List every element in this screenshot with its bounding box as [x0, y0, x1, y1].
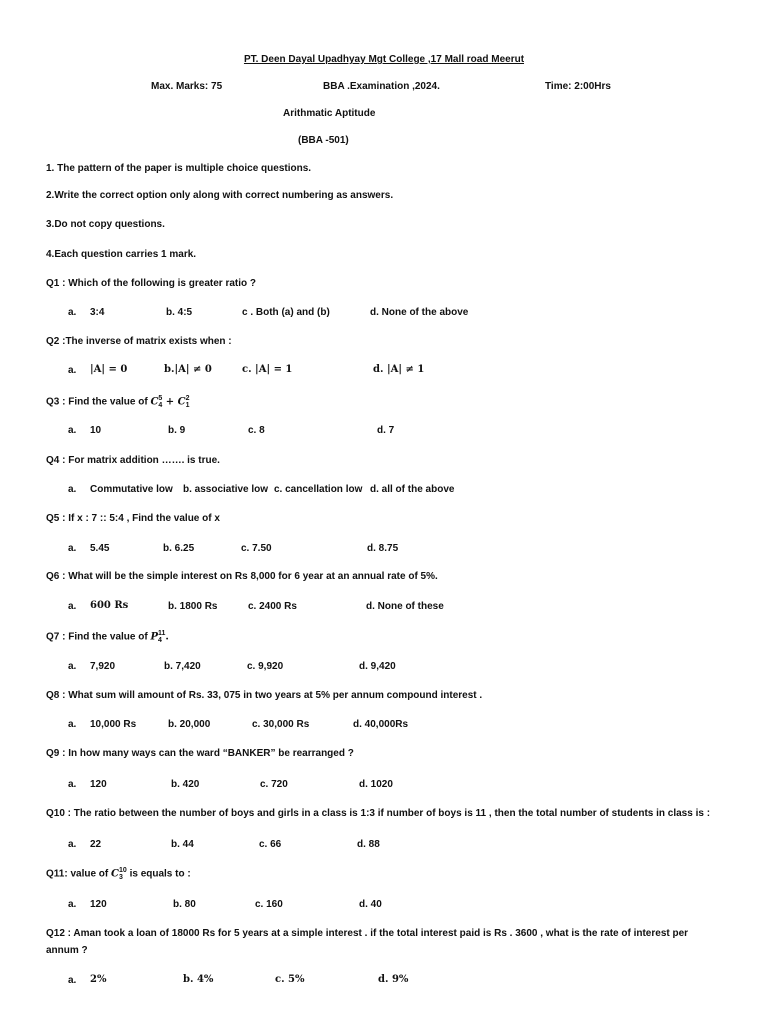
option-a: 7,920	[90, 661, 116, 672]
instruction-2: 2.Write the correct option only along with correct numbering as answers.	[46, 190, 394, 201]
option-a: 3:4	[90, 307, 105, 318]
option-c: c. 5%	[275, 974, 305, 985]
permutation-symbol: P	[150, 631, 158, 643]
option-a-marker: a.	[68, 719, 77, 730]
option-a: 120	[90, 779, 107, 790]
question-3	[46, 395, 190, 409]
option-a-marker: a.	[68, 975, 77, 986]
option-d: d. 40,000Rs	[353, 719, 409, 730]
option-d: d. 7	[377, 425, 395, 436]
option-a: 22	[90, 839, 102, 850]
subscript: 4	[157, 637, 162, 644]
option-a: 10	[90, 425, 102, 436]
option-d: d. 8.75	[367, 543, 399, 554]
option-d: d. None of the above	[370, 307, 469, 318]
instruction-4: 4.Each question carries 1 mark.	[46, 249, 197, 260]
option-a-marker: a.	[68, 543, 77, 554]
college-title: PT. Deen Dayal Upadhyay Mgt College ,17 Mall road Meerut	[243, 54, 525, 65]
option-d: d. all of the above	[370, 484, 455, 495]
option-d: d. |A| ≠ 1	[373, 364, 425, 375]
instruction-3: 3.Do not copy questions.	[46, 219, 165, 230]
option-a-marker: a.	[68, 484, 77, 495]
question-4: Q4 : For matrix addition ……. is true.	[46, 455, 220, 466]
question-6: Q6 : What will be the simple interest on Rs 8,000 for 6 year at an annual rate of 5%.	[46, 571, 438, 582]
option-a-marker: a.	[68, 661, 77, 672]
option-c: c. |A| = 1	[242, 364, 293, 375]
option-a-marker: a.	[68, 425, 77, 436]
option-a-marker: a.	[68, 365, 77, 376]
option-c: c. 160	[255, 899, 283, 910]
question-12-line-1: Q12 : Aman took a loan of 18000 Rs for 5 years at a simple interest . if the total interest paid is Rs . 3600 , what is the rate of interest per	[46, 928, 689, 939]
option-c: c. 9,920	[247, 661, 284, 672]
option-b: b. 1800 Rs	[168, 601, 218, 612]
option-c: c . Both (a) and (b)	[242, 307, 330, 318]
exam-title: BBA .Examination ,2024.	[323, 81, 440, 92]
option-a: Commutative low	[90, 484, 173, 495]
option-a-marker: a.	[68, 839, 77, 850]
question-7-text: Q7 : Find the value of	[46, 631, 151, 643]
option-a: 600 Rs	[90, 600, 129, 611]
subject-title: Arithmatic Aptitude	[283, 108, 376, 119]
max-marks: Max. Marks: 75	[151, 81, 223, 92]
superscript: 2	[185, 395, 190, 402]
option-a: 120	[90, 899, 107, 910]
question-11-text: Q11: value of	[46, 868, 112, 880]
option-c: c. 8	[248, 425, 265, 436]
superscript: 5	[158, 395, 163, 402]
option-c: c. 30,000 Rs	[252, 719, 310, 730]
subscript: 4	[158, 402, 163, 409]
exam-time: Time: 2:00Hrs	[545, 81, 611, 92]
superscript: 10	[119, 867, 127, 874]
combination-symbol: C	[111, 868, 119, 880]
option-d: d. 9%	[378, 974, 409, 985]
combination-symbol: C	[150, 396, 159, 408]
question-11-tail: is equals to :	[126, 868, 191, 880]
combination-symbol: C	[177, 396, 186, 408]
option-c: c. cancellation low	[274, 484, 363, 495]
period: .	[165, 631, 169, 643]
option-a: |A| = 0	[90, 364, 128, 375]
option-a: 2%	[90, 974, 107, 985]
option-c: c. 7.50	[241, 543, 272, 554]
question-5: Q5 : If x : 7 :: 5:4 , Find the value of x	[46, 513, 220, 524]
question-2: Q2 :The inverse of matrix exists when :	[46, 336, 232, 347]
option-a-marker: a.	[68, 307, 77, 318]
option-a: 10,000 Rs	[90, 719, 137, 730]
option-b: b. 9	[168, 425, 186, 436]
option-a-marker: a.	[68, 601, 77, 612]
option-b: b. 7,420	[164, 661, 201, 672]
question-7	[46, 630, 169, 644]
course-code: (BBA -501)	[298, 135, 349, 146]
option-b: b. 6.25	[163, 543, 195, 554]
option-c: c. 2400 Rs	[248, 601, 297, 612]
question-1: Q1 : Which of the following is greater ratio ?	[46, 278, 257, 289]
plus-sign: +	[162, 396, 178, 408]
option-a-marker: a.	[68, 779, 77, 790]
option-a: 5.45	[90, 543, 110, 554]
question-3-text: Q3 : Find the value of	[46, 396, 151, 408]
option-b: b. 20,000	[168, 719, 211, 730]
option-b: b. associative low	[183, 484, 269, 495]
question-10: Q10 : The ratio between the number of boys and girls in a class is 1:3 if number of boys is 11 , then the total number of students in class is :	[46, 808, 711, 819]
subscript: 3	[119, 874, 123, 881]
option-c: c. 720	[260, 779, 288, 790]
option-b: b. 420	[171, 779, 200, 790]
subscript: 1	[185, 402, 190, 409]
option-b: b. 4:5	[166, 307, 193, 318]
option-b: b. 4%	[183, 974, 214, 985]
question-12-line-2: annum ?	[46, 945, 88, 956]
option-d: d. 9,420	[359, 661, 396, 672]
question-9: Q9 : In how many ways can the ward “BANKER” be rearranged ?	[46, 748, 354, 759]
option-a-marker: a.	[68, 899, 77, 910]
superscript: 11	[157, 630, 166, 637]
option-c: c. 66	[259, 839, 282, 850]
option-b: b. 44	[171, 839, 194, 850]
option-d: d. None of these	[366, 601, 444, 612]
option-b: b.|A| ≠ 0	[164, 364, 212, 375]
instruction-1: 1. The pattern of the paper is multiple choice questions.	[46, 163, 312, 174]
option-d: d. 88	[357, 839, 380, 850]
question-11	[46, 867, 191, 881]
option-d: d. 40	[359, 899, 382, 910]
option-b: b. 80	[173, 899, 196, 910]
question-8: Q8 : What sum will amount of Rs. 33, 075 in two years at 5% per annum compound interest .	[46, 690, 483, 701]
option-d: d. 1020	[359, 779, 393, 790]
